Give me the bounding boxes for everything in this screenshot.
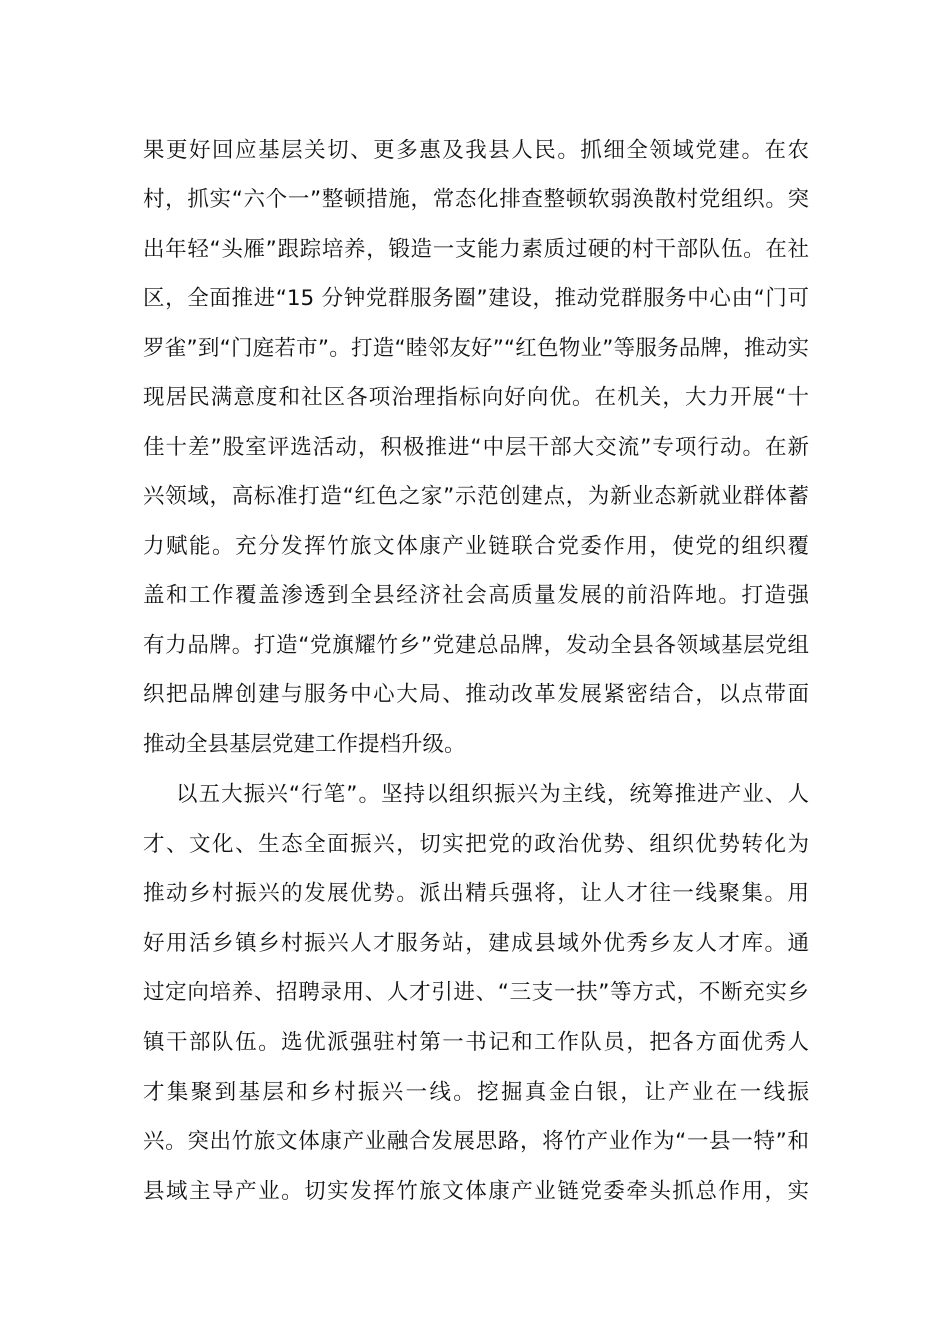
- paragraph-2-line-1: 以五大振兴“行笔”。坚持以组织振兴为主线，统筹推进产业、人: [176, 782, 809, 807]
- paragraph-2-line-5: 过定向培养、招聘录用、人才引进、“三支一扶”等方式，不断充实乡: [143, 980, 809, 1005]
- paragraph-1-line-4: 区，全面推进“15 分钟党群服务圈”建设，推动党群服务中心由“门可: [143, 286, 809, 311]
- paragraph-2-line-6: 镇干部队伍。选优派强驻村第一书记和工作队员，把各方面优秀人: [143, 1030, 809, 1055]
- paragraph-1-line-12: 织把品牌创建与服务中心大局、推动改革发展紧密结合，以点带面: [143, 682, 809, 707]
- paragraph-1-line-3: 出年轻“头雁”跟踪培养，锻造一支能力素质过硬的村干部队伍。在社: [143, 237, 809, 262]
- paragraph-2-line-9: 县域主导产业。切实发挥竹旅文体康产业链党委牵头抓总作用，实: [143, 1179, 809, 1204]
- paragraph-1-line-2: 村，抓实“六个一”整顿措施，常态化排查整顿软弱涣散村党组织。突: [143, 187, 809, 212]
- paragraph-1-line-13: 推动全县基层党建工作提档升级。: [143, 732, 466, 757]
- paragraph-2-line-7: 才集聚到基层和乡村振兴一线。挖掘真金白银，让产业在一线振: [143, 1080, 809, 1105]
- paragraph-1-line-5: 罗雀”到“门庭若市”。打造“睦邻友好”“红色物业”等服务品牌，推动实: [143, 336, 809, 361]
- paragraph-1-line-1: 果更好回应基层关切、更多惠及我县人民。抓细全领域党建。在农: [143, 138, 809, 163]
- paragraph-1-line-7: 佳十差”股室评选活动，积极推进“中层干部大交流”专项行动。在新: [143, 435, 809, 460]
- paragraph-1-line-6: 现居民满意度和社区各项治理指标向好向优。在机关，大力开展“十: [143, 385, 809, 410]
- paragraph-1-line-10: 盖和工作覆盖渗透到全县经济社会高质量发展的前沿阵地。打造强: [143, 583, 809, 608]
- paragraph-1-line-9: 力赋能。充分发挥竹旅文体康产业链联合党委作用，使党的组织覆: [143, 534, 809, 559]
- paragraph-2-line-2: 才、文化、生态全面振兴，切实把党的政治优势、组织优势转化为: [143, 832, 809, 857]
- paragraph-1-line-11: 有力品牌。打造“党旗耀竹乡”党建总品牌，发动全县各领域基层党组: [143, 633, 809, 658]
- paragraph-2-line-8: 兴。突出竹旅文体康产业融合发展思路，将竹产业作为“一县一特”和: [143, 1129, 809, 1154]
- paragraph-2-line-4: 好用活乡镇乡村振兴人才服务站，建成县域外优秀乡友人才库。通: [143, 931, 809, 956]
- paragraph-1-line-8: 兴领域，高标准打造“红色之家”示范创建点，为新业态新就业群体蓄: [143, 484, 809, 509]
- paragraph-2-line-3: 推动乡村振兴的发展优势。派出精兵强将，让人才往一线聚集。用: [143, 881, 809, 906]
